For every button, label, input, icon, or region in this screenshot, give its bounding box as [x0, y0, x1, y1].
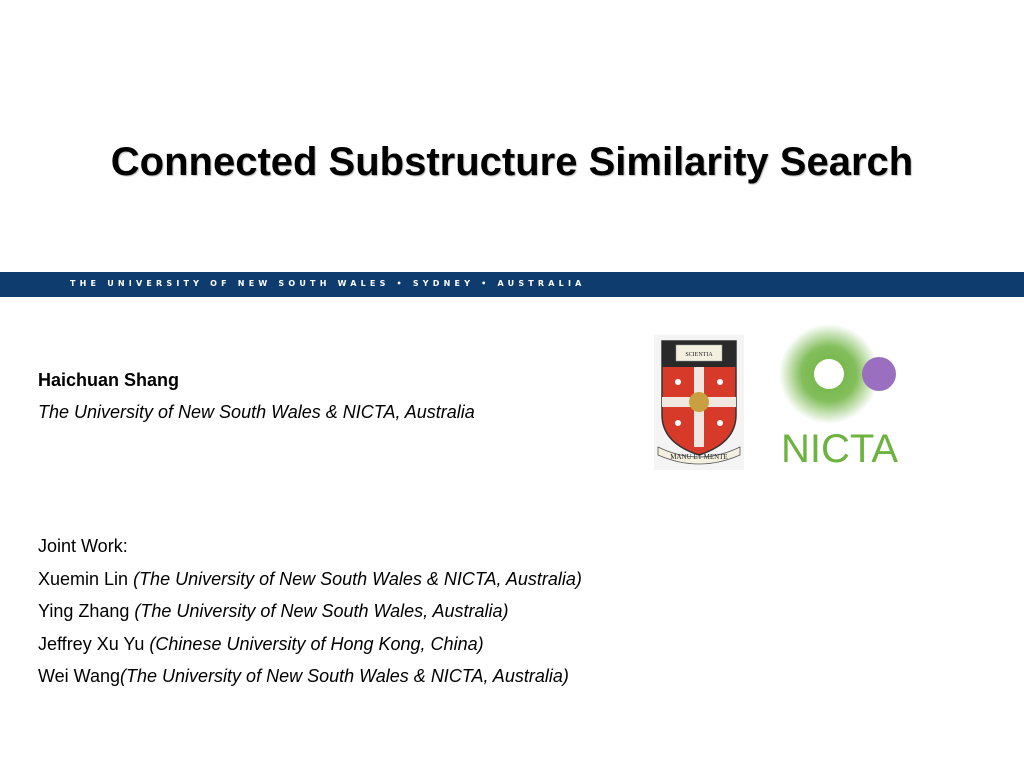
- collaborator-line: [38, 595, 582, 628]
- collaborator-affiliation: (The University of New South Wales, Australia): [134, 601, 509, 621]
- presenter-block: [38, 368, 475, 424]
- collaborator-line: [38, 628, 582, 661]
- nicta-logo: [775, 320, 905, 470]
- nicta-wordmark: NICTA: [781, 427, 899, 470]
- collaborator-affiliation: (The University of New South Wales & NICTA, Australia): [120, 666, 569, 686]
- collaborator-name: Ying Zhang: [38, 601, 135, 621]
- university-banner: [0, 272, 1024, 297]
- joint-work-block: [38, 530, 582, 693]
- collaborator-name: Xuemin Lin: [38, 568, 134, 589]
- collaborator-name: Jeffrey Xu Yu: [38, 633, 150, 654]
- banner-text: THE UNIVERSITY OF NEW SOUTH WALES • SYDNEY • AUSTRALIA: [70, 279, 586, 288]
- unsw-crest-icon: [654, 335, 744, 470]
- collaborator-affiliation: (The University of New South Wales & NICTA, Australia): [133, 568, 582, 589]
- collaborator-line: [38, 563, 582, 596]
- presenter-affiliation: The University of New South Wales & NICTA, Australia: [38, 402, 475, 422]
- collaborator-name: Wei Wang: [38, 666, 121, 686]
- collaborator-affiliation: (Chinese University of Hong Kong, China): [149, 633, 484, 654]
- joint-work-heading: Joint Work:: [38, 536, 128, 556]
- presenter-name: Haichuan Shang: [38, 370, 180, 390]
- collaborator-line: [38, 660, 582, 693]
- slide-title: Connected Substructure Similarity Search: [110, 140, 914, 184]
- crest-motto-bottom: MANU ET MENTE: [670, 453, 728, 461]
- crest-motto-top: SCIENTIA: [685, 352, 713, 358]
